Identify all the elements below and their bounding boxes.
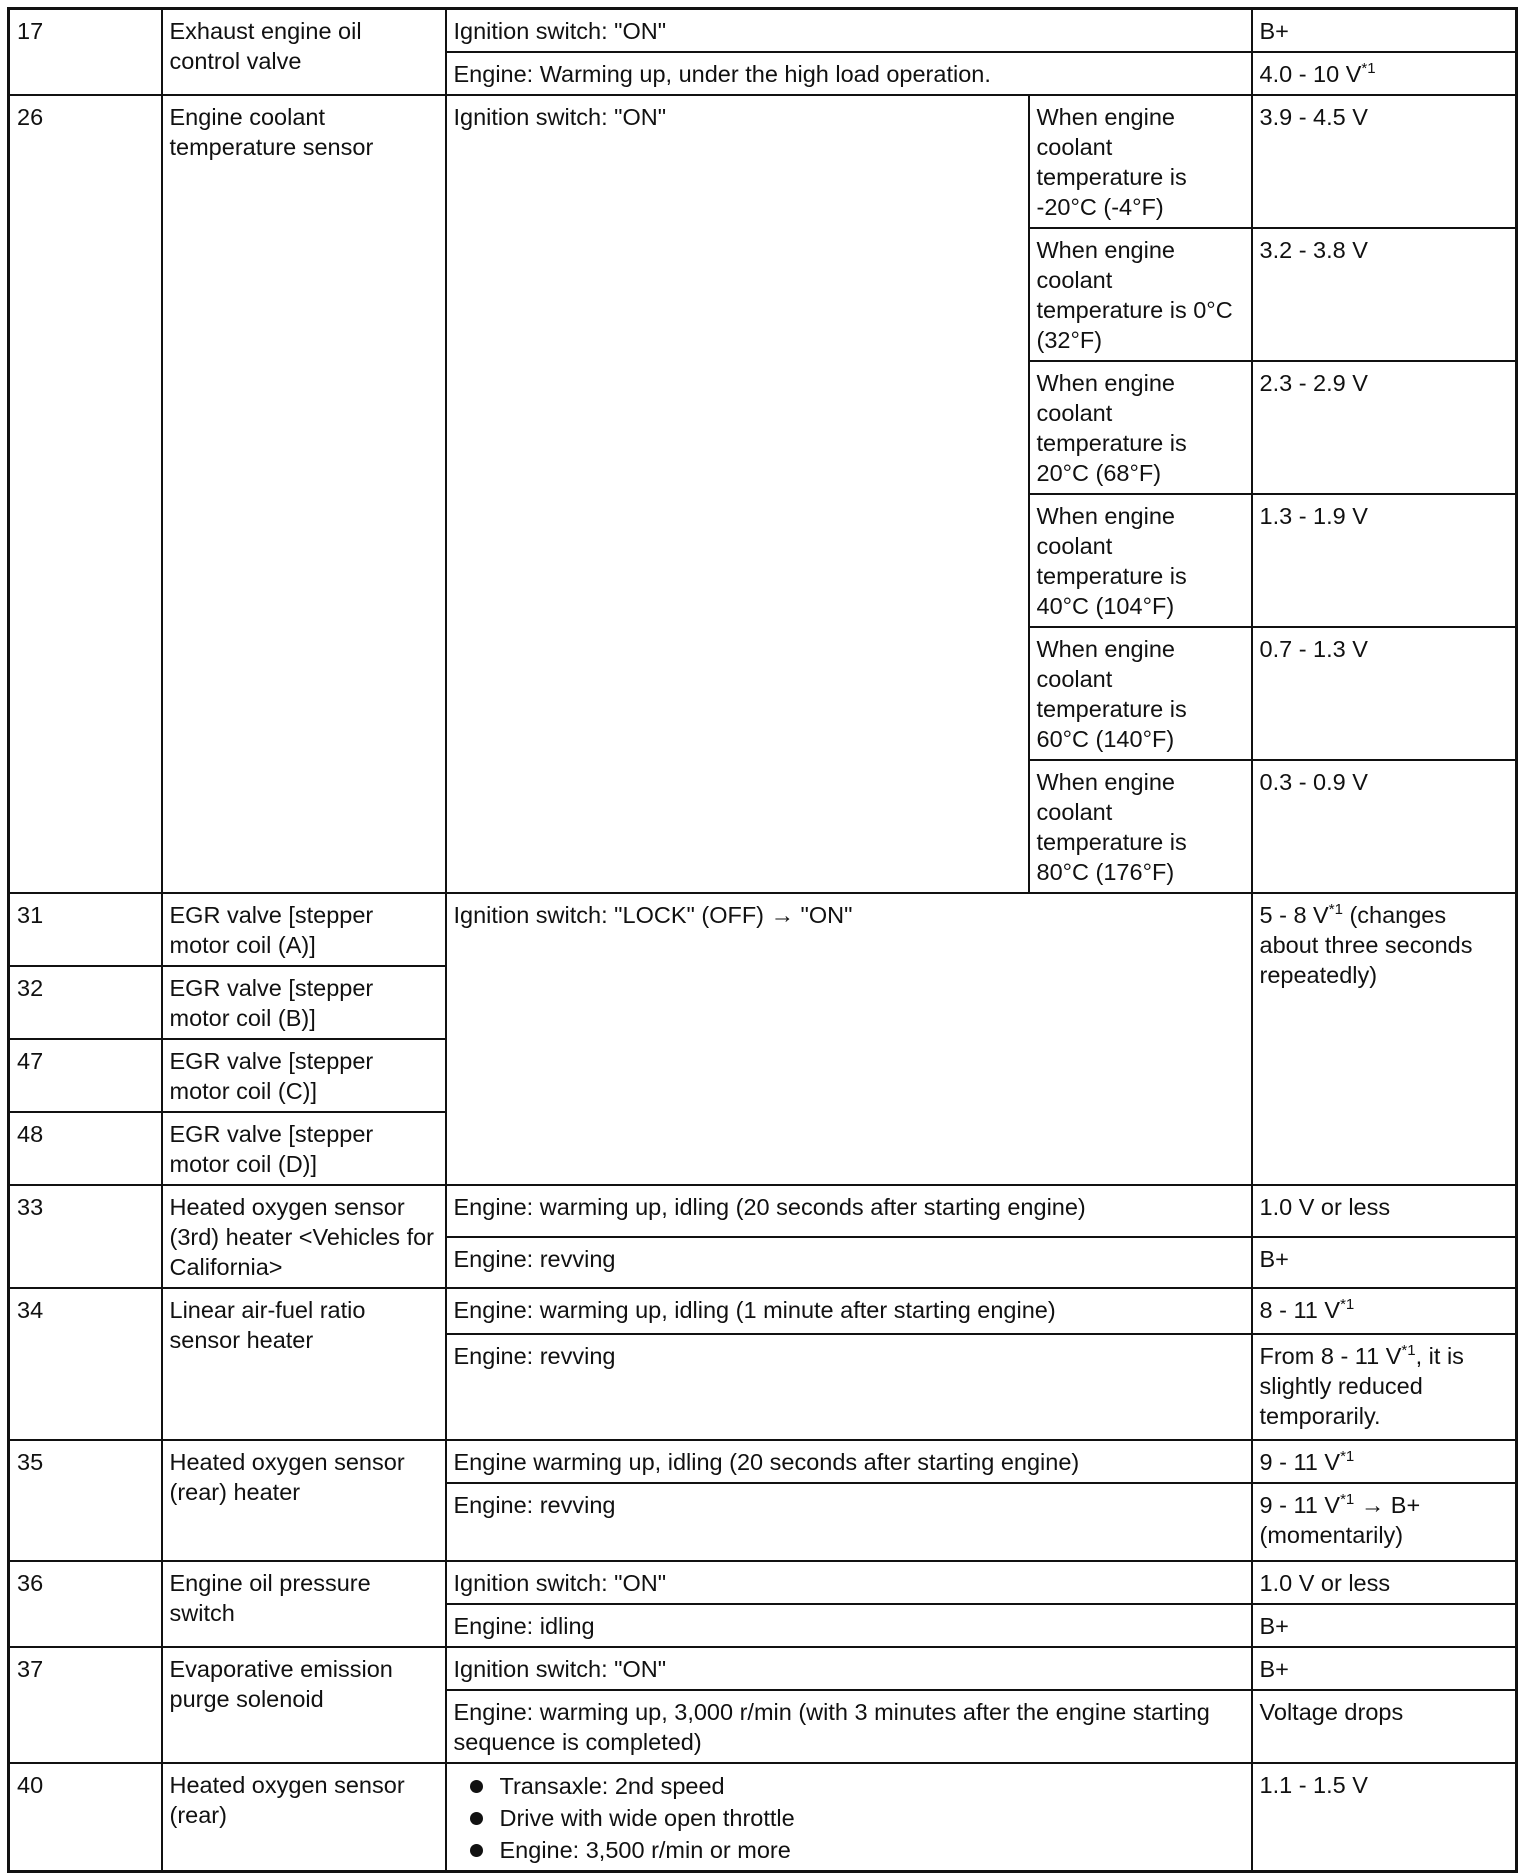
footnote-marker: *1 <box>1340 1447 1355 1465</box>
value-cell: 1.3 - 1.9 V <box>1252 494 1517 627</box>
condition-cell: Ignition switch: "ON" <box>446 1647 1252 1690</box>
table-row <box>9 1763 1517 1872</box>
condition-cell: Engine: warming up, 3,000 r/min (with 3 minutes after the engine starting sequence is completed) <box>446 1690 1252 1763</box>
value-cell: B+ <box>1252 1604 1517 1647</box>
terminal-cell: 26 <box>9 95 162 893</box>
bullet-icon <box>470 1844 483 1857</box>
value-cell: 0.7 - 1.3 V <box>1252 627 1517 760</box>
table-row <box>9 95 1517 228</box>
item-cell: Heated oxygen sensor (rear) heater <box>162 1440 446 1561</box>
temperature-cell: When engine coolant temperature is 0°C (32°F) <box>1029 228 1252 361</box>
list-item: Drive with wide open throttle <box>468 1802 1245 1834</box>
condition-cell <box>446 1763 1252 1872</box>
item-cell: Engine coolant temperature sensor <box>162 95 446 893</box>
terminal-cell: 34 <box>9 1288 162 1440</box>
value-cell: From 8 - 11 $V^{*1}$, it is slightly reduced temporarily. <box>1252 1334 1517 1440</box>
terminal-cell: 36 <box>9 1561 162 1647</box>
value-cell: 5 - 8 $V^{*1}$ (changes about three seconds repeatedly) <box>1252 893 1517 1185</box>
terminal-cell: 47 <box>9 1039 162 1112</box>
item-cell: Evaporative emission purge solenoid <box>162 1647 446 1763</box>
value-cell: 9 - 11 $V^{*1}$ <box>1252 1440 1517 1483</box>
condition-cell: Engine: warming up, idling (1 minute after starting engine) <box>446 1288 1252 1334</box>
condition-list <box>454 1770 1245 1866</box>
value-cell: 9 - 11 $V^{*1} \to B+$ (momentarily) <box>1252 1483 1517 1561</box>
value-cell: 0.3 - 0.9 V <box>1252 760 1517 893</box>
value-cell: 4.0 - 10 $V^{*1}$ <box>1252 52 1517 95</box>
value-cell: 3.2 - 3.8 V <box>1252 228 1517 361</box>
terminal-cell: 33 <box>9 1185 162 1288</box>
item-cell: Heated oxygen sensor (3rd) heater <Vehicles for California> <box>162 1185 446 1288</box>
condition-cell: Ignition switch: "LOCK" (OFF) → "ON" <box>446 893 1252 1185</box>
footnote-marker: *1 <box>1361 59 1376 77</box>
condition-cell: Engine: warming up, idling (20 seconds after starting engine) <box>446 1185 1252 1237</box>
item-cell: Exhaust engine oil control valve <box>162 9 446 95</box>
footnote-marker: *1 <box>1340 1490 1355 1508</box>
item-cell: EGR valve [stepper motor coil (A)] <box>162 893 446 966</box>
value-cell: 1.0 V or less <box>1252 1561 1517 1604</box>
condition-cell: Engine: Warming up, under the high load operation. <box>446 52 1252 95</box>
footnote-marker: *1 <box>1340 1295 1355 1313</box>
item-cell: Linear air-fuel ratio sensor heater <box>162 1288 446 1440</box>
item-cell: EGR valve [stepper motor coil (C)] <box>162 1039 446 1112</box>
value-cell: 1.0 V or less <box>1252 1185 1517 1237</box>
temperature-cell: When engine coolant temperature is -20°C (-4°F) <box>1029 95 1252 228</box>
terminal-cell: 32 <box>9 966 162 1039</box>
condition-cell: Ignition switch: "ON" <box>446 9 1252 52</box>
item-cell: EGR valve [stepper motor coil (B)] <box>162 966 446 1039</box>
value-cell: Voltage drops <box>1252 1690 1517 1763</box>
terminal-voltage-table <box>7 7 1518 1873</box>
bullet-icon <box>470 1780 483 1793</box>
temperature-cell: When engine coolant temperature is 60°C (140°F) <box>1029 627 1252 760</box>
list-item: Engine: 3,500 r/min or more <box>468 1834 1245 1866</box>
condition-cell: Engine: revving <box>446 1334 1252 1440</box>
temperature-cell: When engine coolant temperature is 40°C (104°F) <box>1029 494 1252 627</box>
footnote-marker: *1 <box>1401 1341 1416 1359</box>
terminal-cell: 35 <box>9 1440 162 1561</box>
temperature-cell: When engine coolant temperature is 80°C (176°F) <box>1029 760 1252 893</box>
terminal-cell: 31 <box>9 893 162 966</box>
terminal-cell: 37 <box>9 1647 162 1763</box>
terminal-cell: 40 <box>9 1763 162 1872</box>
value-cell: B+ <box>1252 9 1517 52</box>
table-row <box>9 1288 1517 1334</box>
terminal-cell: 17 <box>9 9 162 95</box>
value-cell: 3.9 - 4.5 V <box>1252 95 1517 228</box>
value-cell: 2.3 - 2.9 V <box>1252 361 1517 494</box>
temperature-cell: When engine coolant temperature is 20°C (68°F) <box>1029 361 1252 494</box>
condition-cell: Ignition switch: "ON" <box>446 95 1029 893</box>
table-row <box>9 9 1517 52</box>
table-row <box>9 1647 1517 1690</box>
item-cell: EGR valve [stepper motor coil (D)] <box>162 1112 446 1185</box>
table-row <box>9 1440 1517 1483</box>
condition-cell: Engine warming up, idling (20 seconds after starting engine) <box>446 1440 1252 1483</box>
list-item: Transaxle: 2nd speed <box>468 1770 1245 1802</box>
table-row <box>9 1185 1517 1237</box>
condition-cell: Engine: idling <box>446 1604 1252 1647</box>
condition-cell: Engine: revving <box>446 1483 1252 1561</box>
value-cell: 8 - 11 $V^{*1}$ <box>1252 1288 1517 1334</box>
condition-cell: Ignition switch: "ON" <box>446 1561 1252 1604</box>
terminal-cell: 48 <box>9 1112 162 1185</box>
item-cell: Engine oil pressure switch <box>162 1561 446 1647</box>
table-row <box>9 1561 1517 1604</box>
condition-cell: Engine: revving <box>446 1237 1252 1288</box>
value-cell: B+ <box>1252 1647 1517 1690</box>
table-row <box>9 893 1517 966</box>
value-cell: 1.1 - 1.5 V <box>1252 1763 1517 1872</box>
footnote-marker: *1 <box>1328 900 1343 918</box>
item-cell: Heated oxygen sensor (rear) <box>162 1763 446 1872</box>
value-cell: B+ <box>1252 1237 1517 1288</box>
bullet-icon <box>470 1812 483 1825</box>
